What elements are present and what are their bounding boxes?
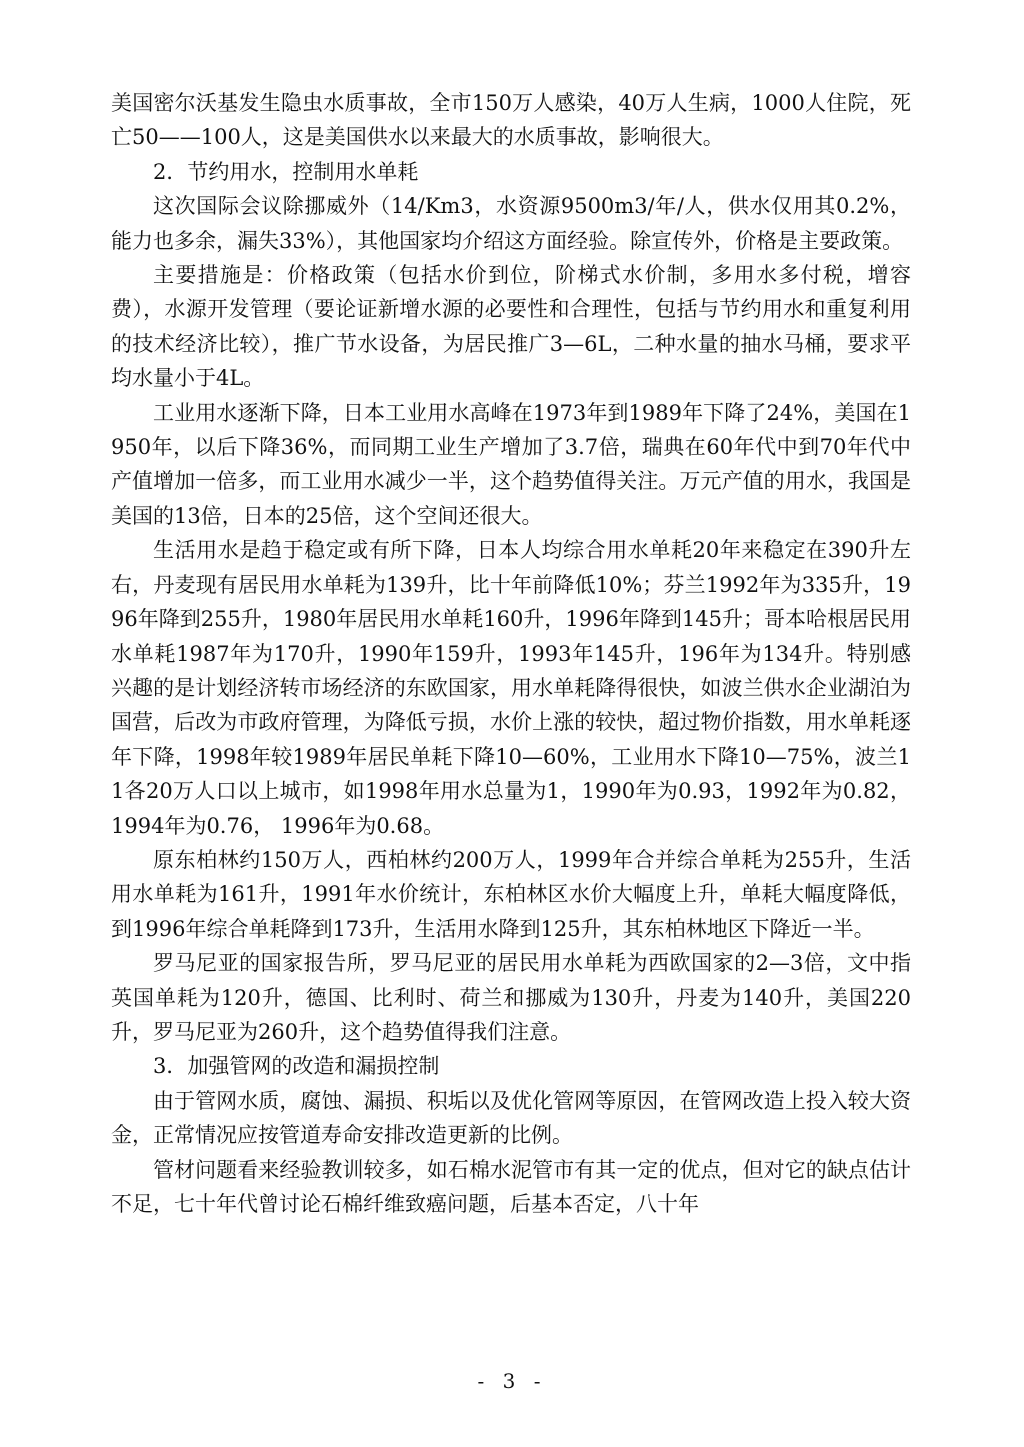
section-heading-water-saving: 2．节约用水，控制用水单耗 — [153, 159, 419, 184]
section-heading-pipe-network: 3．加强管网的改造和漏损控制 — [153, 1054, 440, 1079]
paragraph-main-measures: 主要措施是：价格政策（包括水价到位，阶梯式水价制，多用水多付税，增容费），水源开发管理（要论证新增水源的必要性和合理性，包括与节约用水和重复利用的技术经济比较），推广节水设备，为居民推广3—6L，二种水量的抽水马桶，要求平均水量小于4L。 — [111, 263, 911, 391]
paragraph-pipe-renovation: 由于管网水质，腐蚀、漏损、积垢以及优化管网等原因，在管网改造上投入较大资金，正常情况应按管道寿命安排改造更新的比例。 — [111, 1088, 911, 1148]
paragraph-domestic-water: 生活用水是趋于稳定或有所下降，日本人均综合用水单耗20年来稳定在390升左右，丹麦现有居民用水单耗为139升，比十年前降低10%；芬兰1992年为335升，1996年降到255升，1980年居民用水单耗160升，1996年降到145升；哥本哈根居民用水单耗1987年为170升，1990年159升，1993年145升，196年为134升。特别感兴趣的是计划经济转市场经济的东欧国家，用水单耗降得很快，如波兰供水企业湖泊为国营，后改为市政府管理，为降低亏损，水价上涨的较快，超过物价指数，用水单耗逐年下降，1998年较1989年居民单耗下降10—60%，工业用水下降10—75%，波兰11各20万人口以上城市，如1998年用水总量为1，1990年为0.93，1992年为0.82，1994年为0.76， 1996年为0.68。 — [111, 538, 911, 838]
paragraph-romania: 罗马尼亚的国家报告所，罗马尼亚的居民用水单耗为西欧国家的2—3倍，文中指英国单耗为120升，德国、比利时、荷兰和挪威为130升，丹麦为140升，美国220升，罗马尼亚为260升，这个趋势值得我们注意。 — [111, 951, 911, 1044]
page-number: - 3 - — [477, 1369, 547, 1393]
paragraph-industrial-water: 工业用水逐渐下降，日本工业用水高峰在1973年到1989年下降了24%，美国在1950年，以后下降36%，而同期工业生产增加了3.7倍，瑞典在60年代中到70年代中产值增加一倍多，而工业用水减少一半，这个趋势值得关注。万元产值的用水，我国是美国的13倍，日本的25倍，这个空间还很大。 — [111, 400, 911, 528]
paragraph-berlin: 原东柏林约150万人，西柏林约200万人，1999年合并综合单耗为255升，生活用水单耗为161升，1991年水价统计，东柏林区水价大幅度上升，单耗大幅度降低，到1996年综合单耗降到173升，生活用水降到125升，其东柏林地区下降近一半。 — [111, 847, 911, 941]
paragraph-international-conference: 这次国际会议除挪威外（14/Km3，水资源9500m3/年/人，供水仅用其0.2%，能力也多余，漏失33%），其他国家均介绍这方面经验。除宣传外，价格是主要政策。 — [111, 194, 911, 253]
paragraph-pipe-materials: 管材问题看来经验教训较多，如石棉水泥管市有其一定的优点，但对它的缺点估计不足，七十年代曾讨论石棉纤维致癌问题，后基本否定，八十年 — [111, 1157, 911, 1216]
paragraph-milwaukee-incident: 美国密尔沃基发生隐虫水质事故，全市150万人感染，40万人生病，1000人住院，死亡50——100人，这是美国供水以来最大的水质事故，影响很大。 — [111, 91, 911, 150]
document-body — [111, 86, 911, 1221]
